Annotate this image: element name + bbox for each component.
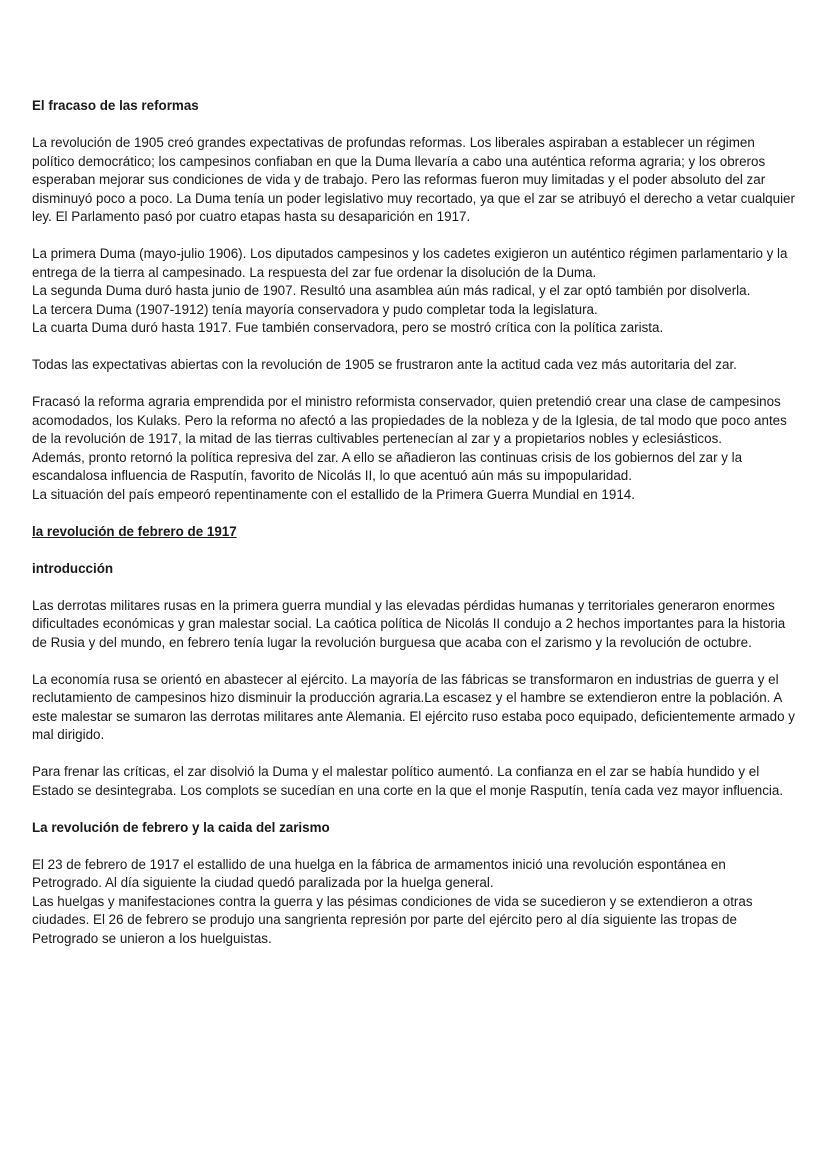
duma-fourth: La cuarta Duma duró hasta 1917. Fue también conservadora, pero se mostró crítica con la política zarista. bbox=[32, 320, 664, 335]
paragraph-1905-expectations: La revolución de 1905 creó grandes expectativas de profundas reformas. Los liberales aspiraban a establecer un régimen político democrático; los campesinos confiaban en que la Duma llevaría a cabo una auténtica reforma agraria; y los obreros esperaban mejorar sus condiciones de vida y de trabajo. Pero las reformas fueron muy limitadas y el poder absoluto del zar disminuyó poco a poco. La Duma tenía un poder legislativo muy recortado, ya que el zar se atribuyó el derecho a vetar cualquier ley. El Parlamento pasó por cuatro etapas hasta su desaparición en 1917. bbox=[32, 135, 795, 224]
subheading-introduction: introducción bbox=[32, 560, 114, 576]
duma-first: La primera Duma (mayo-julio 1906). Los diputados campesinos y los cadetes exigieron un auténtico régimen parlamentario y la entrega de la tierra al campesinado. La respuesta del zar fue ordenar la disolución de la Duma. bbox=[32, 246, 788, 280]
section-heading-february-revolution: la revolución de febrero de 1917 bbox=[32, 523, 237, 539]
paragraph-war-economy: La economía rusa se orientó en abastecer al ejército. La mayoría de las fábricas se transformaron en industrias de guerra y el reclutamiento de campesinos hizo disminuir la producción agraria.La escasez y el hambre se extendieron entre la población. A este malestar se sumaron las derrotas militares ante Alemania. El ejército ruso estaba poco equipado, deficientemente armado y mal dirigido. bbox=[32, 671, 795, 742]
protests-line: Las huelgas y manifestaciones contra la guerra y las pésimas condiciones de vida se sucedieron y se extendieron a otras ciudades. El 26 de febrero se produjo una sangrienta represión por parte del ejército pero al día siguiente las tropas de Petrogrado se unieron a los huelguistas. bbox=[32, 893, 753, 946]
world-war-line: La situación del país empeoró repentinamente con el estallido de la Primera Guerra Mundial en 1914. bbox=[32, 486, 635, 502]
paragraph-duma-stages bbox=[32, 245, 798, 338]
repression-line: Además, pronto retornó la política represiva del zar. A ello se añadieron las continuas crisis de los gobiernos del zar y la escandalosa influencia de Rasputín, favorito de Nicolás II, lo que acentuó aún más su impopularidad. bbox=[32, 449, 743, 483]
paragraph-expectations-frustrated: Todas las expectativas abiertas con la revolución de 1905 se frustraron ante la actitud cada vez más autoritaria del zar. bbox=[32, 357, 737, 372]
agrarian-reform-line: Fracasó la reforma agraria emprendida por el ministro reformista conservador, quien pretendió crear una clase de campesinos acomodados, los Kulaks. Pero la reforma no afectó a las propiedades de la nobleza y de la Iglesia, de tal modo que poco antes de la revolución de 1917, la mitad de las tierras cultivables pertenecían al zar y a propietarios nobles y eclesiásticos. bbox=[32, 394, 787, 446]
paragraph-agrarian-reform bbox=[32, 393, 798, 504]
section-heading-reform-failure: El fracaso de las reformas bbox=[32, 98, 199, 113]
strike-line: El 23 de febrero de 1917 el estallido de una huelga en la fábrica de armamentos inició una revolución espontánea en Petrogrado. Al día siguiente la ciudad quedó paralizada por la huelga general. bbox=[32, 856, 726, 890]
document-page bbox=[32, 97, 798, 967]
paragraph-petrograd-strike bbox=[32, 856, 798, 949]
duma-third: La tercera Duma (1907-1912) tenía mayoría conservadora y pudo completar toda la legislatura. bbox=[32, 301, 598, 317]
duma-second: La segunda Duma duró hasta junio de 1907. Resultó una asamblea aún más radical, y el zar optó también por disolverla. bbox=[32, 283, 751, 298]
paragraph-duma-dissolved: Para frenar las críticas, el zar disolvió la Duma y el malestar político aumentó. La confianza en el zar se había hundido y el Estado se desintegraba. Los complots se sucedían en una corte en la que el monje Rasputín, tenía cada vez mayor influencia. bbox=[32, 764, 784, 798]
section-heading-fall-of-tsarism: La revolución de febrero y la caida del zarismo bbox=[32, 819, 330, 835]
paragraph-military-defeats: Las derrotas militares rusas en la primera guerra mundial y las elevadas pérdidas humanas y territoriales generaron enormes dificultades económicas y gran malestar social. La caótica política de Nicolás II condujo a 2 hechos importantes para la historia de Rusia y del mundo, en febrero tenía lugar la revolución burguesa que acaba con el zarismo y la revolución de octubre. bbox=[32, 597, 786, 650]
